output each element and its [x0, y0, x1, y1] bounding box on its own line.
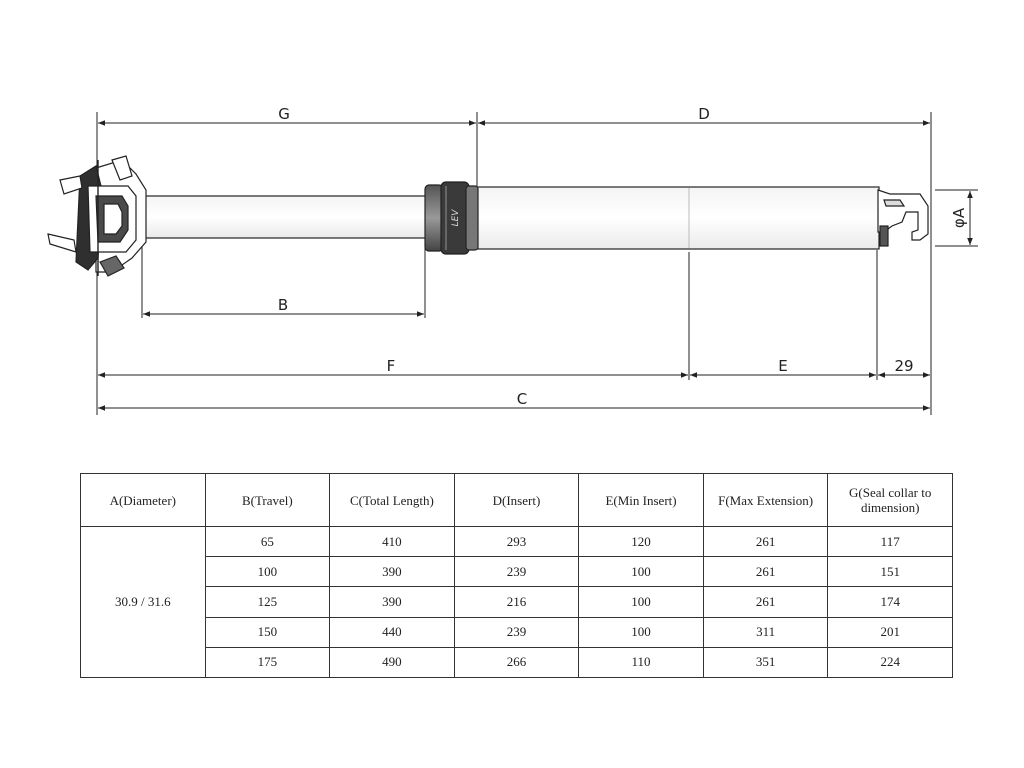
table-cell: 100 — [579, 617, 704, 647]
header-cell: G(Seal collar to dimension) — [828, 474, 953, 527]
dim-label-f: F — [386, 357, 396, 375]
table-cell: 239 — [454, 557, 579, 587]
spec-table — [80, 473, 953, 678]
extension-lines — [97, 112, 978, 415]
table-row — [81, 647, 953, 677]
table-cell: 120 — [579, 527, 704, 557]
header-cell: E(Min Insert) — [579, 474, 704, 527]
table-cell: 175 — [205, 647, 330, 677]
header-cell: C(Total Length) — [330, 474, 455, 527]
dimension-lines — [98, 123, 970, 408]
seal-collar — [425, 182, 478, 254]
table-row — [81, 557, 953, 587]
header-cell: A(Diameter) — [81, 474, 206, 527]
table-cell: 390 — [330, 587, 455, 617]
table-cell: 65 — [205, 527, 330, 557]
seatpost-drawing — [48, 156, 928, 276]
table-cell: 117 — [828, 527, 953, 557]
table-cell: 390 — [330, 557, 455, 587]
dim-label-seal: 29 — [894, 357, 914, 375]
table-cell: 150 — [205, 617, 330, 647]
dim-label-b: B — [277, 296, 289, 314]
table-cell: 410 — [330, 527, 455, 557]
table-cell: 100 — [579, 587, 704, 617]
table-cell: 261 — [703, 587, 828, 617]
table-row — [81, 617, 953, 647]
table-cell: 125 — [205, 587, 330, 617]
brand-text: LEV — [451, 209, 461, 227]
header-cell: F(Max Extension) — [703, 474, 828, 527]
table-cell: 174 — [828, 587, 953, 617]
table-cell: 224 — [828, 647, 953, 677]
header-row — [81, 474, 953, 527]
table-cell: 110 — [579, 647, 704, 677]
table-cell: 151 — [828, 557, 953, 587]
dim-label-g: G — [278, 105, 290, 123]
table-cell: 293 — [454, 527, 579, 557]
saddle-clamp — [48, 156, 146, 276]
table-cell: 261 — [703, 557, 828, 587]
table-cell: 239 — [454, 617, 579, 647]
header-cell: B(Travel) — [205, 474, 330, 527]
table-cell: 261 — [703, 527, 828, 557]
table-row — [81, 587, 953, 617]
table-row — [81, 527, 953, 557]
table-cell: 100 — [579, 557, 704, 587]
table-cell: 440 — [330, 617, 455, 647]
table-cell: 216 — [454, 587, 579, 617]
header-cell: D(Insert) — [454, 474, 579, 527]
dim-label-d: D — [698, 105, 710, 123]
dim-label-e: E — [778, 357, 788, 375]
upper-tube — [140, 196, 430, 238]
table-cell: 490 — [330, 647, 455, 677]
table-cell: 100 — [205, 557, 330, 587]
dim-label-c: C — [516, 390, 528, 408]
table-cell: 266 — [454, 647, 579, 677]
table-cell: 201 — [828, 617, 953, 647]
remote-lever — [878, 190, 928, 246]
lower-tube — [475, 187, 879, 249]
diameter-cell: 30.9 / 31.6 — [81, 527, 206, 678]
dim-label-a: φA — [950, 207, 968, 229]
table-cell: 311 — [703, 617, 828, 647]
table-cell: 351 — [703, 647, 828, 677]
